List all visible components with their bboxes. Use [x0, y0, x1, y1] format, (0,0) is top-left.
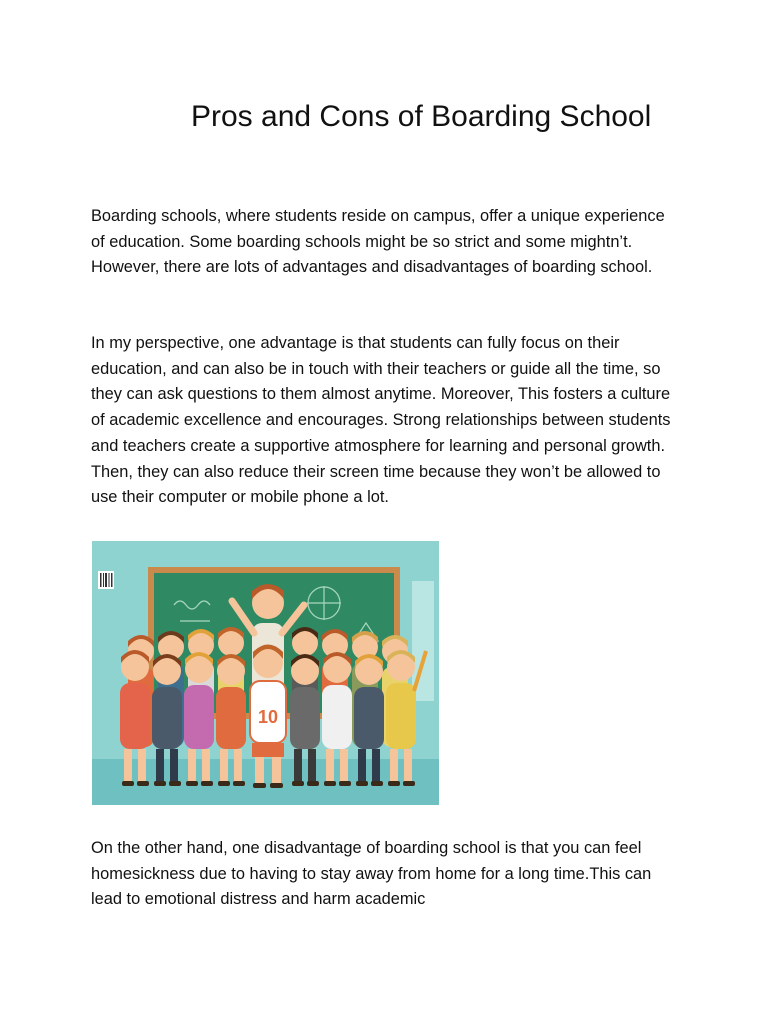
paragraph-intro: Boarding schools, where students reside on campus, offer a unique experience of education. Some boarding schools might be so strict and some mightn’t. However, there are lots of advantages and disadvantages of boarding school.	[91, 207, 665, 277]
students-illustration	[92, 541, 439, 805]
paragraph-advantages: In my perspective, one advantage is that students can fully focus on their education, and can also be in touch with their teachers or guide all the time, so they can ask questions to them almost anytime. Moreover, This fosters a culture of academic excellence and encourages. Strong relationships between students and teachers create a supportive atmosphere for learning and personal growth. Then, they can also reduce their screen time because they won’t be allowed to use their computer or mobile phone a lot.	[91, 334, 671, 507]
document-title: Pros and Cons of Boarding School	[191, 100, 652, 133]
shirt-number: 10	[257, 707, 279, 727]
paragraph-disadvantages: On the other hand, one disadvantage of boarding school is that you can feel homesickness due to having to stay away from home for a long time.This can lead to emotional distress and harm academic	[91, 839, 652, 909]
barcode-icon	[98, 571, 114, 589]
